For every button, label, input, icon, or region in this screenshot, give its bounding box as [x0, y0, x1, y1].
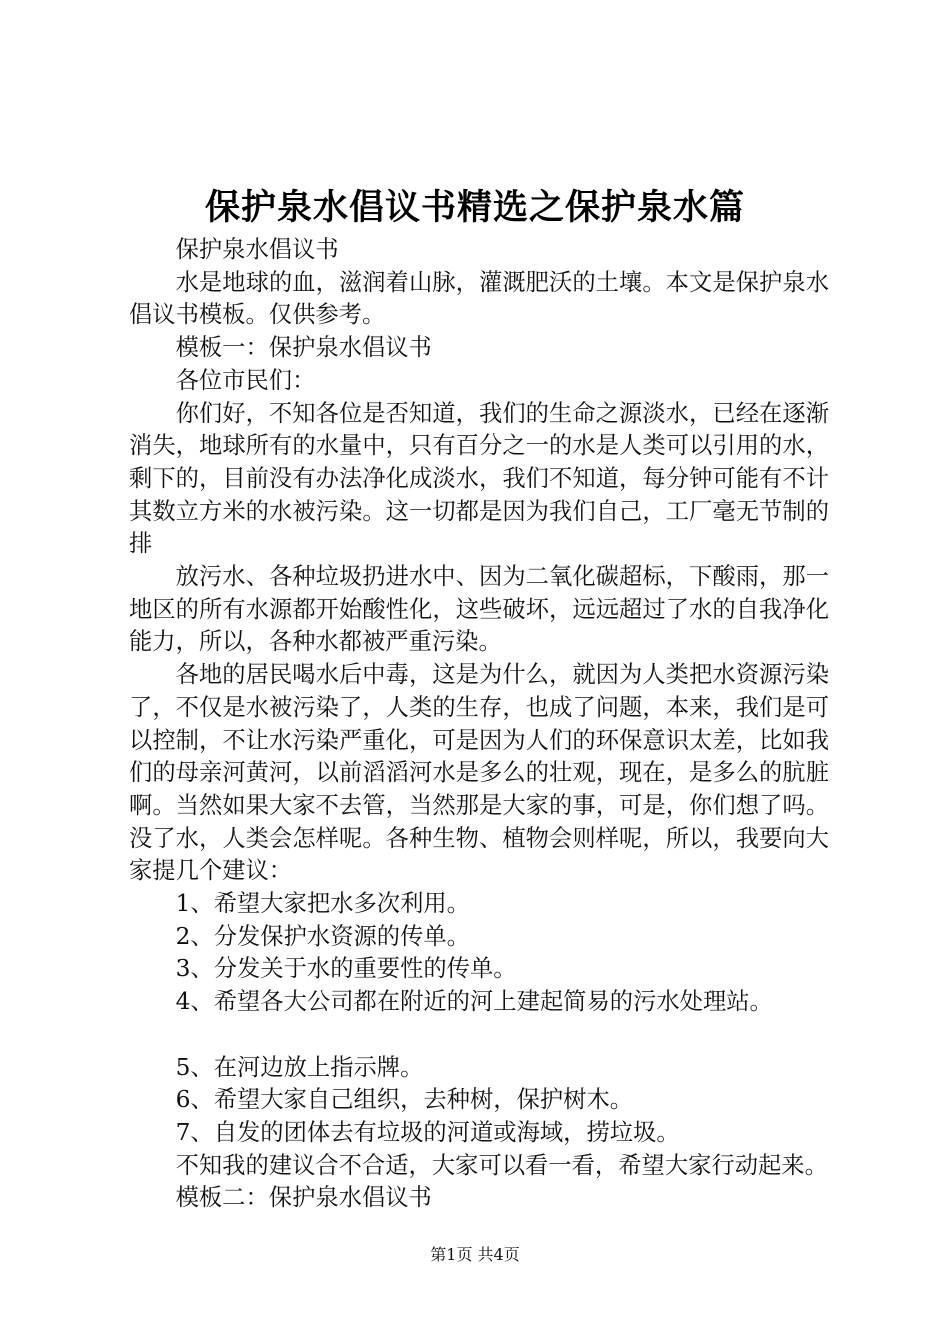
suggestion-item: 3、分发关于水的重要性的传单。 [175, 955, 517, 983]
paragraph-body: 你们好，不知各位是否知道，我们的生命之源淡水，已经在逐渐消失，地球所有的水量中，只有百分之一的水是人类可以引用的水，剩下的，目前没有办法净化成淡水，我们不知道，每分钟可能有不计其数立方米的水被污染。这一切都是因为我们自己，工厂毫无节制的排 [129, 399, 829, 558]
suggestion-item: 1、希望大家把水多次利用。 [175, 890, 470, 918]
suggestion-item: 2、分发保护水资源的传单。 [175, 922, 470, 950]
page-footer: 第1页 共4页 [430, 1245, 520, 1264]
document-body [129, 234, 829, 1215]
paragraph-body: 各地的居民喝水后中毒，这是为什么，就因为人类把水资源污染了，不仅是水被污染了，人类的生存，也成了问题，本来，我们是可以控制，不让水污染严重化，可是因为人们的环保意识太差，比如我们的母亲河黄河，以前滔滔河水是多么的壮观，现在，是多么的肮脏啊。当然如果大家不去管，当然那是大家的事，可是，你们想了吗。没了水，人类会怎样呢。各种生物、植物会则样呢，所以，我要向大家提几个建议： [129, 661, 829, 885]
template-two-heading: 模板二：保护泉水倡议书 [175, 1184, 432, 1212]
salutation: 各位市民们： [175, 366, 316, 394]
paragraph-body: 放污水、各种垃圾扔进水中、因为二氧化碳超标，下酸雨，那一地区的所有水源都开始酸性化，这些破坏，远远超过了水的自我净化能力，所以，各种水都被严重污染。 [129, 563, 829, 656]
paragraph-heading: 保护泉水倡议书 [175, 236, 339, 263]
suggestion-item: 6、希望大家自己组织，去种树，保护树木。 [175, 1086, 634, 1114]
suggestion-item: 7、自发的团体去有垃圾的河道或海域，捞垃圾。 [175, 1118, 680, 1146]
document-title: 保护泉水倡议书精选之保护泉水篇 [204, 188, 745, 228]
suggestion-item: 4、希望各大公司都在附近的河上建起简易的污水处理站。 [175, 988, 773, 1016]
paragraph-closing: 不知我的建议合不合适，大家可以看一看，希望大家行动起来。 [175, 1151, 828, 1179]
template-one-heading: 模板一：保护泉水倡议书 [175, 334, 432, 362]
paragraph-intro: 水是地球的血，滋润着山脉，灌溉肥沃的土壤。本文是保护泉水倡议书模板。仅供参考。 [129, 268, 829, 329]
suggestion-item: 5、在河边放上指示牌。 [175, 1053, 424, 1081]
